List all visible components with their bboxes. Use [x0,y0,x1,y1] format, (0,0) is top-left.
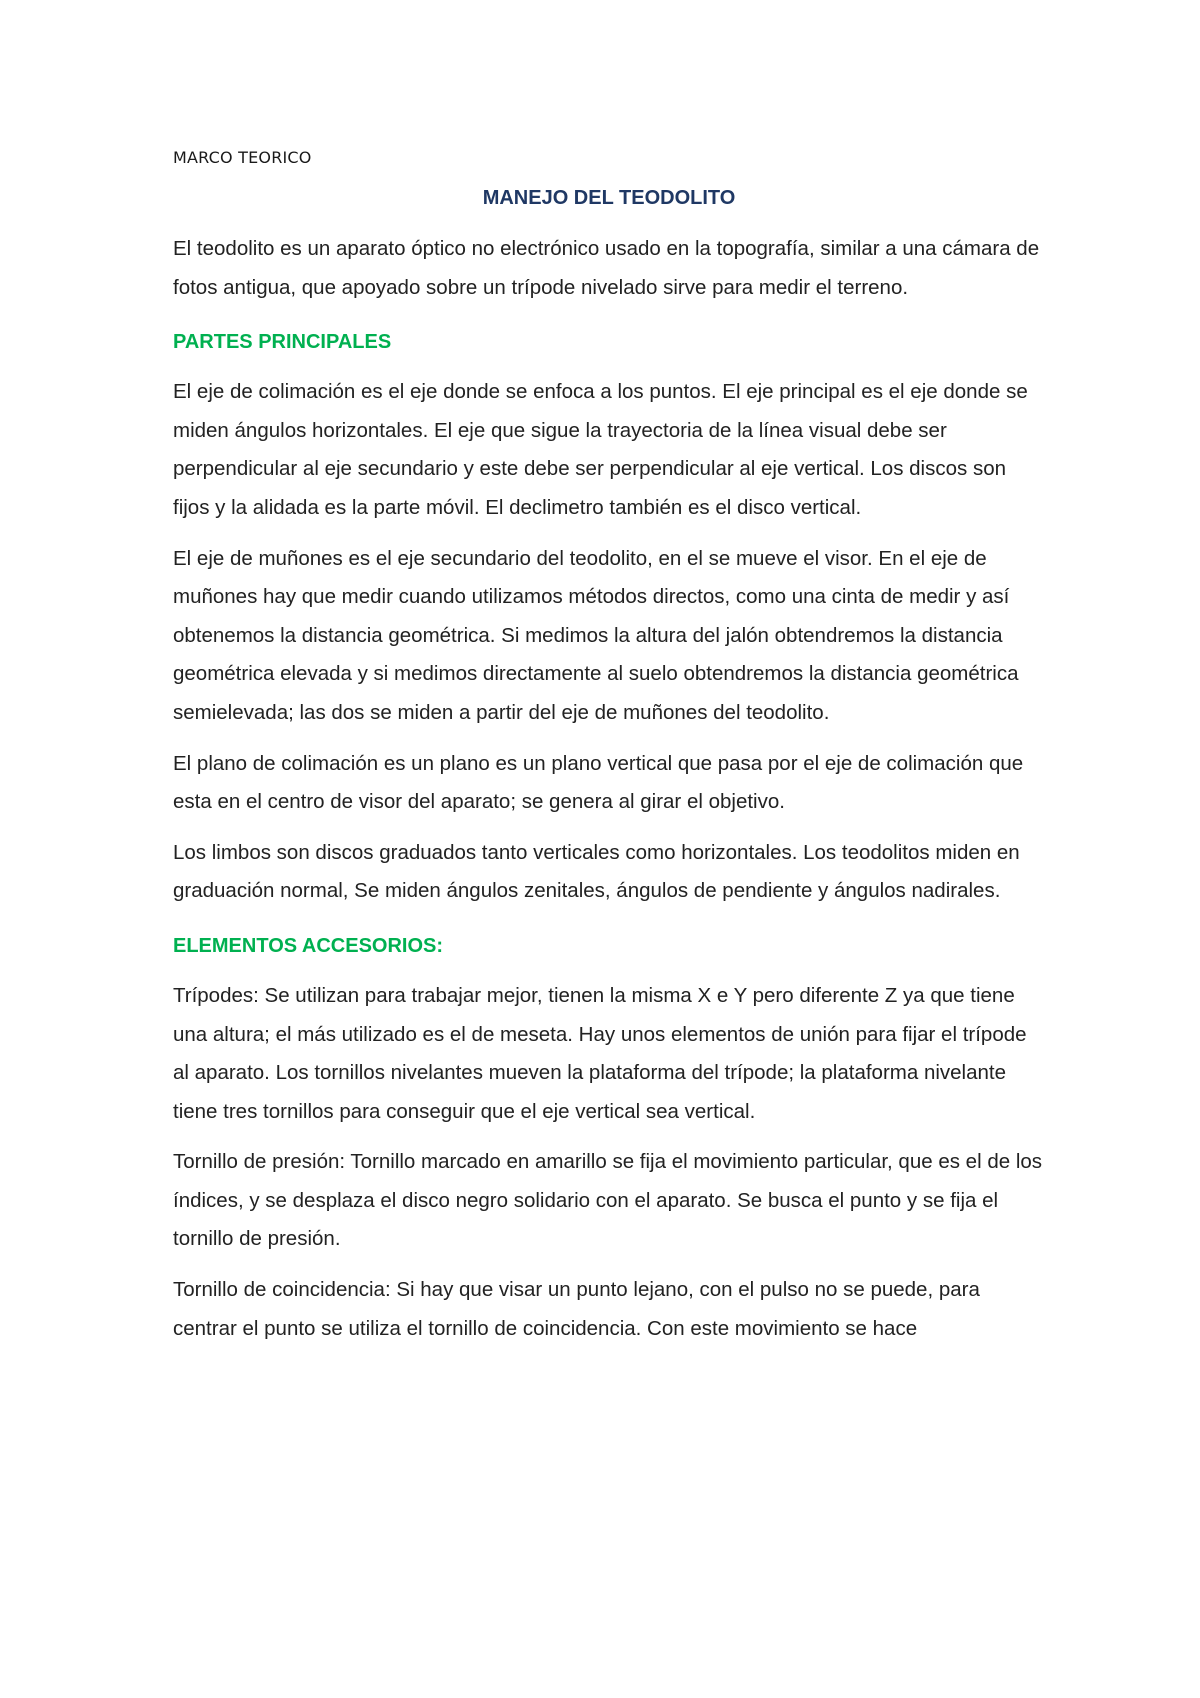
paragraph: Los limbos son discos graduados tanto verticales como horizontales. Los teodolitos miden en graduación normal, Se miden ángulos zenitales, ángulos de pendiente y ángulos nadirales. [173,840,1020,903]
paragraph: El eje de muñones es el eje secundario del teodolito, en el se mueve el visor. En el eje de muñones hay que medir cuando utilizamos métodos directos, como una cinta de medir y así obtenemos la distancia geométrica. Si medimos la altura del jalón obtendremos la distancia geométrica elevada y si medimos directamente al suelo obtendremos la distancia geométrica semielevada; las dos se miden a partir del eje de muñones del teodolito. [173,546,1019,724]
paragraph: Trípodes: Se utilizan para trabajar mejor, tienen la misma X e Y pero diferente Z ya que tiene una altura; el más utilizado es el de meseta. Hay unos elementos de unión para fijar el trípode al aparato. Los tornillos nivelantes mueven la plataforma del trípode; la plataforma nivelante tiene tres tornillos para conseguir que el eje vertical sea vertical. [173,983,1027,1123]
paragraph: Tornillo de presión: Tornillo marcado en amarillo se fija el movimiento particular, que es el de los índices, y se desplaza el disco negro solidario con el aparato. Se busca el punto y se fija el tornillo de presión. [173,1150,1043,1251]
document-label: MARCO TEORICO [173,148,312,167]
document-title: MANEJO DEL TEODOLITO [482,187,736,209]
section-heading-partes: PARTES PRINCIPALES [173,331,392,354]
paragraph: Tornillo de coincidencia: Si hay que visar un punto lejano, con el pulso no se puede, para centrar el punto se utiliza el tornillo de coincidencia. Con este movimiento se hace [173,1278,980,1340]
paragraph: El plano de colimación es un plano es un plano vertical que pasa por el eje de colimación que esta en el centro de visor del aparato; se genera al girar el objetivo. [173,751,1024,814]
intro-paragraph: El teodolito es un aparato óptico no electrónico usado en la topografía, similar a una cámara de fotos antigua, que apoyado sobre un trípode nivelado sirve para medir el terreno. [173,237,1040,299]
section-heading-elementos: ELEMENTOS ACCESORIOS: [173,934,444,957]
document-page [173,140,1045,1348]
paragraph: El eje de colimación es el eje donde se enfoca a los puntos. El eje principal es el eje donde se miden ángulos horizontales. El eje que sigue la trayectoria de la línea visual debe ser perpendicular al eje secundario y este debe ser perpendicular al eje vertical. Los discos son fijos y la alidada es la parte móvil. El declimetro también es el disco vertical. [173,380,1028,519]
